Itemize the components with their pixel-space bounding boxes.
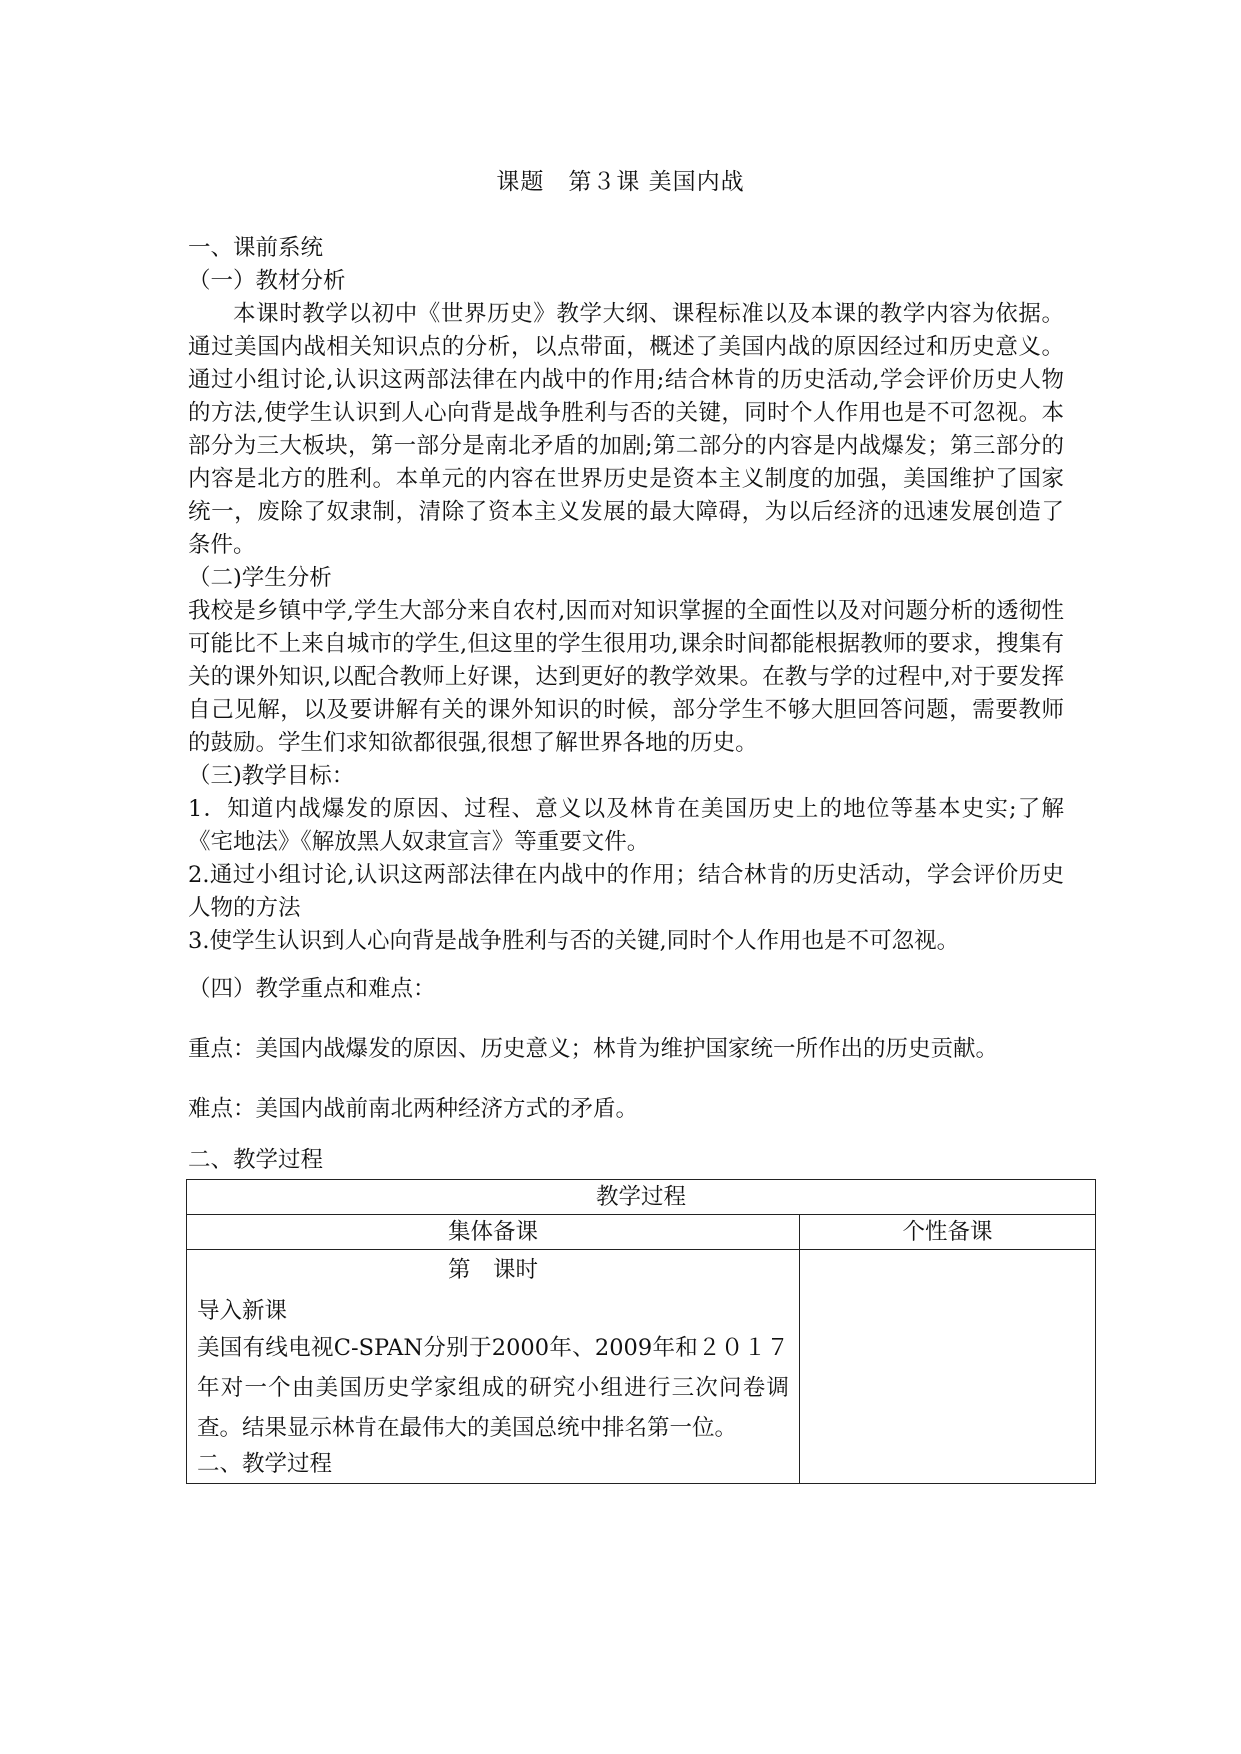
objective-item-2: 2.通过小组讨论,认识这两部法律在内战中的作用；结合林肯的历史活动，学会评价历史人物的方法 [188,862,1064,921]
keypoints-heading: （四）教学重点和难点： [188,976,436,1002]
lesson-number: 第 课时 [447,1257,538,1283]
personal-prep-cell [800,1250,1096,1484]
table-header: 教学过程 [187,1180,1096,1215]
students-text: 我校是乡镇中学,学生大部分来自农村,因而对知识掌握的全面性以及对问题分析的透彻性可能比不上来自城市的学生,但这里的学生很用功,课余时间都能根据教师的要求，搜集有关的课外知识,以配合教师上好课，达到更好的教学效果。在教与学的过程中,对于要发挥自己见解，以及要讲解有关的课外知识的时候，部分学生不够大胆回答问题，需要教师的鼓励。学生们求知欲都很强,很想了解世界各地的历史。 [188,598,1064,756]
material-text: 本课时教学以初中《世界历史》教学大纲、课程标准以及本课的教学内容为依据。通过美国内战相关知识点的分析，以点带面，概述了美国内战的原因经过和历史意义。通过小组讨论,认识这两部法律在内战中的作用;结合林肯的历史活动,学会评价历史人物的方法,使学生认识到人心向背是战争胜利与否的关键，同时个人作用也是不可忽视。本部分为三大板块，第一部分是南北矛盾的加剧;第二部分的内容是内战爆发；第三部分的内容是北方的胜利。本单元的内容在世界历史是资本主义制度的加强，美国维护了国家统一，废除了奴隶制，清除了资本主义发展的最大障碍，为以后经济的迅速发展创造了条件。 [188,301,1064,558]
keypoint-key: 重点：美国内战爆发的原因、历史意义；林肯为维护国家统一所作出的历史贡献。 [188,1036,999,1062]
collective-prep-cell [187,1250,800,1484]
column-collective-prep: 集体备课 [187,1215,800,1250]
teaching-process-table [186,1179,1096,1484]
section1-heading: 一、课前系统 [188,235,324,261]
document-title: 课题 第３课 美国内战 [496,169,745,195]
objective-item-1: 1．知道内战爆发的原因、过程、意义以及林肯在美国历史上的地位等基本史实;了解《宅地法》《解放黑人奴隶宣言》等重要文件。 [188,796,1064,855]
intro-heading: 导入新课 [197,1298,288,1324]
intro-text: 美国有线电视C-SPAN分别于2000年、2009年和２０１７年对一个由美国历史学家组成的研究小组进行三次问卷调查。结果显示林肯在最伟大的美国总统中排名第一位。 [197,1335,789,1441]
column-personal-prep: 个性备课 [800,1215,1096,1250]
students-heading: （二)学生分析 [188,565,332,591]
process-heading: 二、教学过程 [197,1451,333,1477]
objectives-heading: （三)教学目标： [188,763,355,789]
document-body [188,232,1064,1484]
objective-item-3: 3.使学生认识到人心向背是战争胜利与否的关键,同时个人作用也是不可忽视。 [188,928,960,954]
material-heading: （一）教材分析 [188,268,346,294]
keypoint-difficult: 难点：美国内战前南北两种经济方式的矛盾。 [188,1096,639,1122]
section2-heading: 二、教学过程 [188,1147,324,1173]
